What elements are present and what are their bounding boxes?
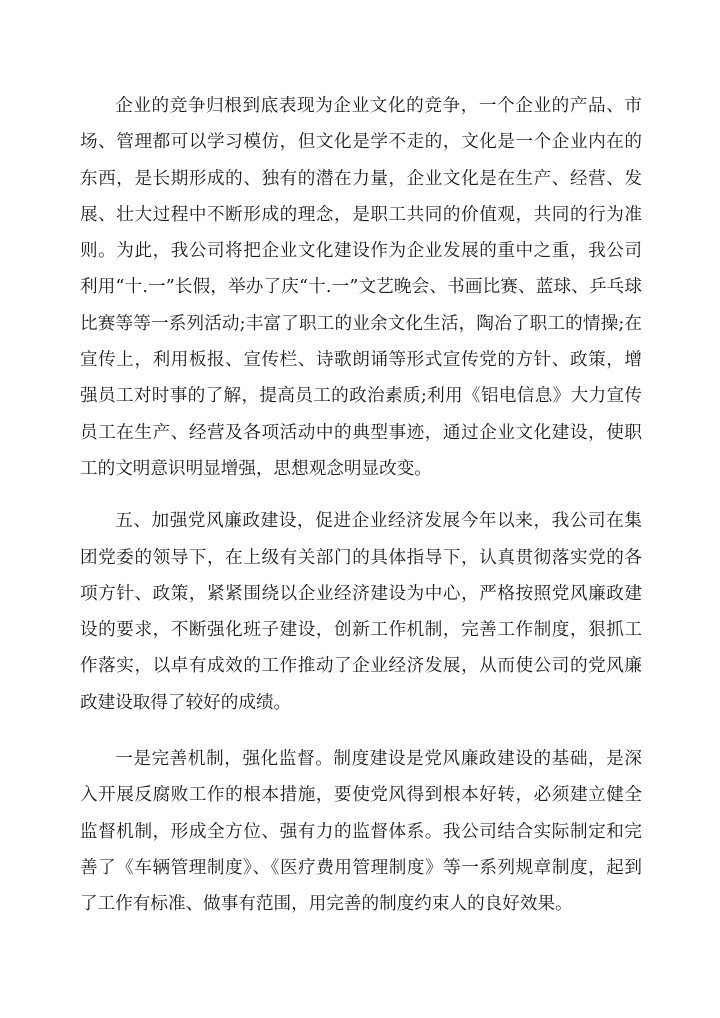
paragraph-improve-mechanism: 一是完善机制，强化监督。制度建设是党风廉政建设的基础，是深入开展反腐败工作的根本措施，要使党风得到根本好转，必须建立健全监督机制，形成全方位、强有力的监督体系。我公司结合实际制定和完善了《车辆管理制度》、《医疗费用管理制度》等一系列规章制度，起到了工作有标准、做事有范围，用完善的制度约束人的良好效果。 [80, 749, 642, 915]
paragraph-corporate-culture: 企业的竞争归根到底表现为企业文化的竞争，一个企业的产品、市场、管理都可以学习模仿，但文化是学不走的，文化是一个企业内在的东西，是长期形成的、独有的潜在力量，企业文化是在生产、经营、发展、壮大过程中不断形成的理念，是职工共同的价值观，共同的行为准则。为此，我公司将把企业文化建设作为企业发展的重中之重，我公司利用“十.一”长假，举办了庆“十.一”文艺晚会、书画比赛、蓝球、乒乓球比赛等等一系列活动;丰富了职工的业余文化生活，陶冶了职工的情操;在宣传上，利用板报、宣传栏、诗歌朗诵等形式宣传党的方针、政策，增强员工对时事的了解，提高员工的政治素质;利用《铝电信息》大力宣传员工在生产、经营及各项活动中的典型事迹，通过企业文化建设，使职工的文明意识明显增强，思想观念明显改变。 [80, 96, 642, 479]
document-body [80, 88, 642, 923]
paragraph-party-conduct: 五、加强党风廉政建设，促进企业经济发展今年以来，我公司在集团党委的领导下，在上级有关部门的具体指导下，认真贯彻落实党的各项方针、政策，紧紧围绕以企业经济建设为中心，严格按照党风廉政建设的要求，不断强化班子建设，创新工作机制，完善工作制度，狠抓工作落实，以卓有成效的工作推动了企业经济发展，从而使公司的党风廉政建设取得了较好的成绩。 [80, 511, 642, 713]
